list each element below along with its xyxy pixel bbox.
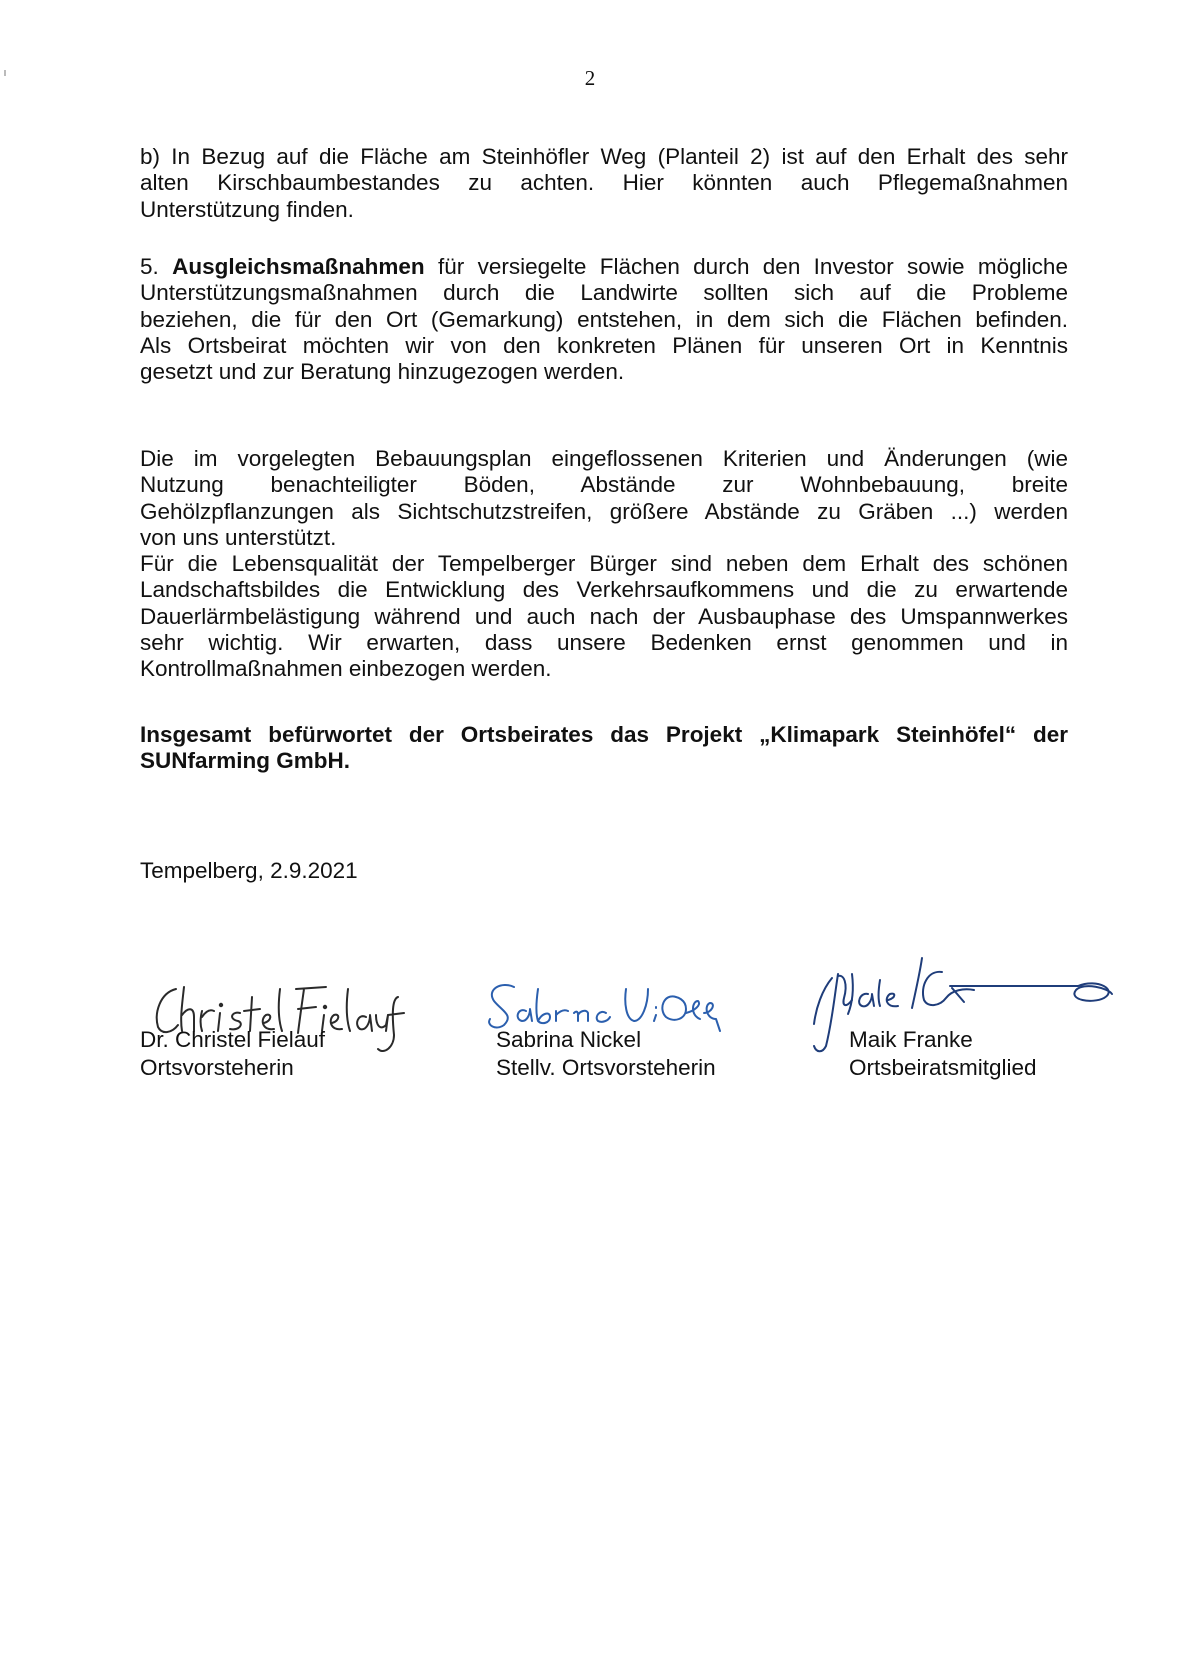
paragraph-conclusion: [140, 722, 1068, 775]
first-line-rest: für versiegelte Flächen durch den Investor sowie mögliche: [438, 254, 1068, 279]
place-date: Tempelberg, 2.9.2021: [140, 858, 358, 883]
text-line: Dauerlärmbelästigung während und auch nach der Ausbauphase des Umspannwerkes: [140, 603, 1068, 629]
text-line: sehr wichtig. Wir erwarten, dass unsere Bedenken ernst genommen und in: [140, 629, 1068, 655]
text-line: Unterstützungsmaßnahmen durch die Landwirte sollten sich auf die Probleme: [140, 280, 1068, 306]
text-line: Unterstützung finden.: [140, 196, 354, 222]
signatory-3: [849, 1026, 1037, 1082]
text-line: Nutzung benachteiligter Böden, Abstände zur Wohnbebauung, breite: [140, 472, 1068, 498]
text-line: [140, 254, 1068, 280]
text-line: SUNfarming GmbH.: [140, 748, 351, 774]
signatory-name: Dr. Christel Fielauf: [140, 1027, 326, 1052]
text-line: von uns unterstützt.: [140, 524, 337, 550]
text-line: Die im vorgelegten Bebauungsplan eingeflossenen Kriterien und Änderungen (wie: [140, 446, 1068, 471]
item-number: 5.: [140, 254, 159, 279]
signatory-name: Maik Franke: [849, 1027, 973, 1052]
text-line: b) In Bezug auf die Fläche am Steinhöfler Weg (Planteil 2) ist auf den Erhalt des sehr: [140, 144, 1068, 169]
paragraph-item-b: [140, 144, 1068, 223]
text-line: Für die Lebensqualität der Tempelberger Bürger sind neben dem Erhalt des schönen: [140, 551, 1068, 576]
page-number: 2: [584, 66, 596, 90]
signatory-2: [496, 1026, 716, 1082]
paragraph-item-5: [140, 254, 1068, 385]
signatory-role: Stellv. Ortsvorsteherin: [496, 1055, 716, 1080]
text-line: Gehölzpflanzungen als Sichtschutzstreifen, größere Abstände zu Gräben ...) werden: [140, 498, 1068, 524]
signatory-role: Ortsbeiratsmitglied: [849, 1055, 1037, 1080]
signatory-name: Sabrina Nickel: [496, 1027, 642, 1052]
paragraph-quality: [140, 551, 1068, 682]
text-line: gesetzt und zur Beratung hinzugezogen werden.: [140, 359, 625, 385]
signatory-role: Ortsvorsteherin: [140, 1055, 294, 1080]
text-line: Als Ortsbeirat möchten wir von den konkreten Plänen für unseren Ort in Kenntnis: [140, 332, 1068, 358]
bold-term: Ausgleichsmaßnahmen: [172, 254, 425, 279]
text-line: Insgesamt befürwortet der Ortsbeirates das Projekt „Klimapark Steinhöfel“ der: [140, 722, 1068, 747]
text-line: Kontrollmaßnahmen einbezogen werden.: [140, 656, 552, 682]
text-line: alten Kirschbaumbestandes zu achten. Hier könnten auch Pflegemaßnahmen: [140, 170, 1068, 196]
paragraph-criteria: [140, 446, 1068, 551]
signatory-1: [140, 1026, 325, 1082]
text-line: Landschaftsbildes die Entwicklung des Verkehrsaufkommens und die zu erwartende: [140, 577, 1068, 603]
text-line: beziehen, die für den Ort (Gemarkung) entstehen, in dem sich die Flächen befinden.: [140, 306, 1068, 332]
